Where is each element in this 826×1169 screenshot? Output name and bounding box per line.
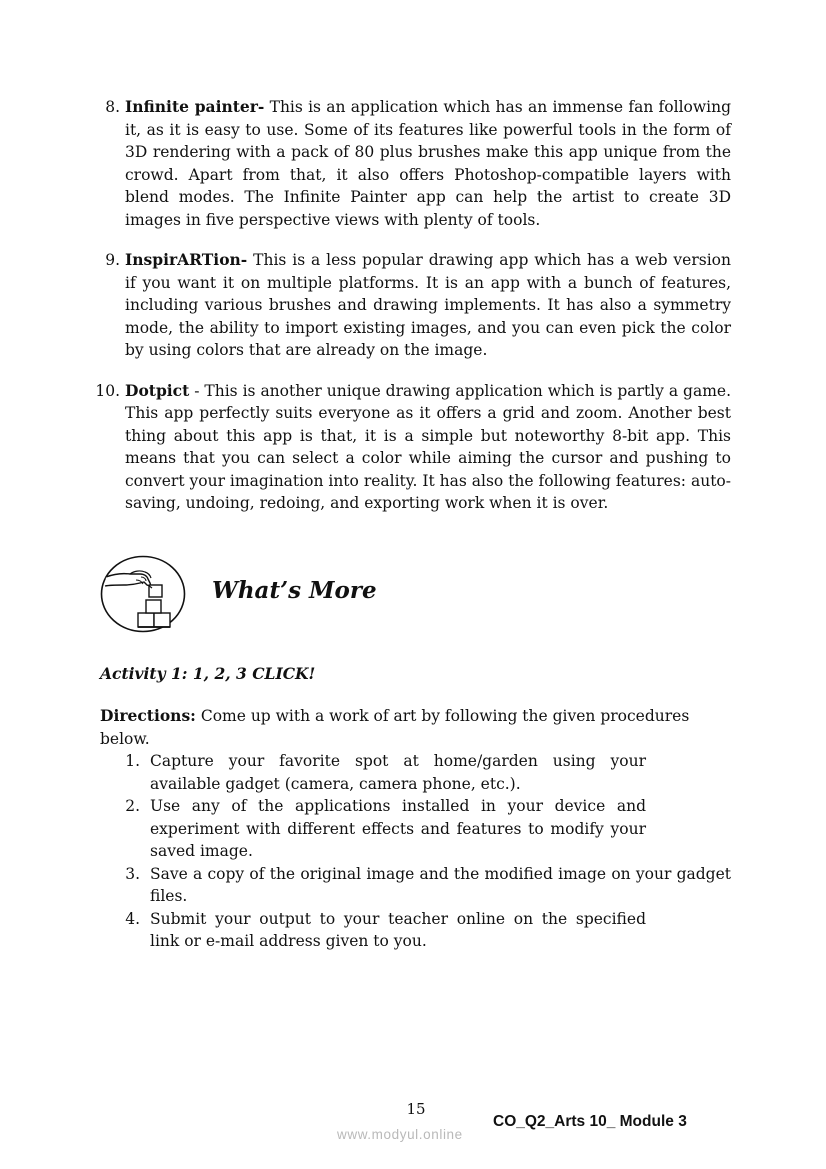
step-number: 4.	[125, 909, 140, 928]
list-item	[0, 908, 826, 953]
app-description: This is an application which has an immense fan following it, as it is easy to use. Some of its features like powerful tools in the form of 3D rendering with a pack of 80 plus brushes make this app unique from the crowd. Apart from that, it also offers Photoshop-compatible layers with blend modes. The Infinite Painter app can help the artist to create 3D images in five perspective views with plenty of tools.	[125, 98, 731, 229]
list-item	[0, 750, 826, 795]
list-item	[0, 96, 826, 231]
app-description: This is a less popular drawing app which has a web version if you want it on multiple platforms. It is an app with a bunch of features, including various brushes and drawing implements. It has also a symmetry mode, the ability to import existing images, and you can even pick the color by using colors that are already on the image.	[125, 251, 731, 359]
list-item	[0, 863, 826, 908]
directions-text: Come up with a work of art by following the given procedures below.	[100, 707, 690, 748]
hand-stacking-blocks-icon	[100, 555, 186, 633]
app-name: InspirARTion-	[125, 250, 248, 269]
directions-label: Directions:	[100, 706, 196, 725]
application-list	[0, 96, 826, 533]
page-number: 15	[406, 1100, 426, 1118]
step-text: Submit your output to your teacher online on the specified link or e-mail address given to you.	[150, 909, 646, 950]
step-text: Use any of the applications installed in your device and experiment with different effects and features to modify your saved image.	[150, 797, 646, 860]
list-number: 10.	[95, 381, 120, 400]
app-description: - This is another unique drawing application which is partly a game. This app perfectly suits everyone as it offers a grid and zoom. Another best thing about this app is that, it is a simple but noteworthy 8-bit app. This means that you can select a color while aiming the cursor and pushing to convert your imagination into reality. It has also the following features: auto-saving, undoing, redoing, and exporting work when it is over.	[125, 381, 731, 512]
procedure-list	[0, 750, 826, 953]
list-number: 8.	[105, 98, 120, 116]
step-number: 2.	[125, 797, 140, 815]
list-item-text	[125, 96, 731, 231]
list-item	[0, 380, 826, 515]
list-item	[0, 795, 826, 863]
module-label: CO_Q2_Arts 10_ Module 3	[493, 1113, 687, 1130]
app-name: Dotpict	[125, 380, 190, 400]
activity-title: Activity 1: 1, 2, 3 CLICK!	[100, 664, 316, 683]
step-number: 3.	[125, 864, 140, 883]
list-item-text	[125, 380, 731, 515]
app-name: Infinite painter-	[125, 97, 265, 116]
watermark: www.modyul.online	[337, 1127, 463, 1142]
list-number: 9.	[105, 251, 120, 269]
list-item-text	[125, 249, 731, 362]
section-title: What’s More	[212, 577, 377, 604]
step-text: Capture your favorite spot at home/garden using your available gadget (camera, camera phone, etc.).	[150, 752, 646, 793]
step-text: Save a copy of the original image and the modified image on your gadget files.	[150, 864, 731, 905]
list-item	[0, 249, 826, 362]
directions-paragraph	[100, 705, 706, 750]
step-number: 1.	[125, 752, 140, 770]
